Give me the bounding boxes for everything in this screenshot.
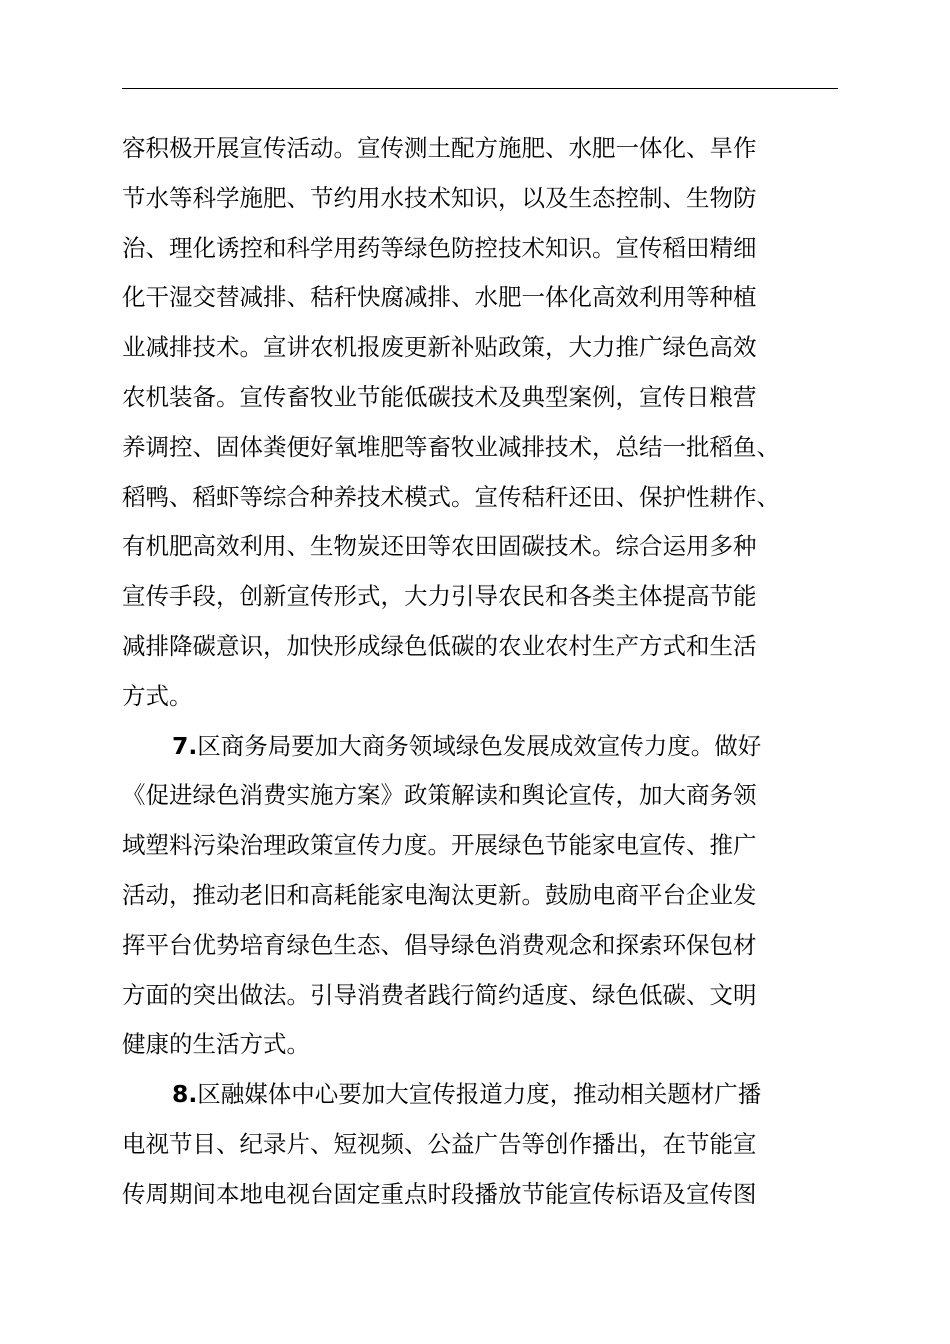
text-line: 治、理化诱控和科学用药等绿色防控技术知识。宣传稻田精细 xyxy=(122,233,757,262)
text-line: 电视节目、纪录片、短视频、公益广告等创作播出，在节能宣 xyxy=(122,1129,757,1158)
item-7-first-text: 区商务局要加大商务领域绿色发展成效宣传力度。做好 xyxy=(197,731,762,760)
header-rule xyxy=(122,88,838,89)
item-7-number: 7. xyxy=(172,731,198,760)
text-line: 挥平台优势培育绿色生态、倡导绿色消费观念和探索环保包材 xyxy=(122,930,757,959)
text-line: 活动，推动老旧和高耗能家电淘汰更新。鼓励电商平台企业发 xyxy=(122,880,757,909)
text-line: 容积极开展宣传活动。宣传测土配方施肥、水肥一体化、旱作 xyxy=(122,134,757,162)
text-line: 方面的突出做法。引导消费者践行简约适度、绿色低碳、文明 xyxy=(122,980,757,1009)
text-line: 传周期间本地电视台固定重点时段播放节能宣传标语及宣传图 xyxy=(122,1179,757,1208)
text-line: 健康的生活方式。 xyxy=(122,1030,310,1059)
paragraph-item-8 xyxy=(122,1070,838,1219)
text-line: 域塑料污染治理政策宣传力度。开展绿色节能家电宣传、推广 xyxy=(122,831,757,860)
item-8-number: 8. xyxy=(172,1080,198,1109)
text-line: 宣传手段，创新宣传形式，大力引导农民和各类主体提高节能 xyxy=(122,582,757,611)
paragraph-item-7 xyxy=(122,722,838,1071)
item-8-first-text: 区融媒体中心要加大宣传报道力度，推动相关题材广播 xyxy=(197,1080,762,1109)
text-line: 节水等科学施肥、节约用水技术知识，以及生态控制、生物防 xyxy=(122,183,757,212)
text-line: 化干湿交替减排、秸秆快腐减排、水肥一体化高效利用等种植 xyxy=(122,283,757,312)
text-line: 减排降碳意识，加快形成绿色低碳的农业农村生产方式和生活 xyxy=(122,631,757,660)
text-line: 有机肥高效利用、生物炭还田等农田固碳技术。综合运用多种 xyxy=(122,532,757,561)
text-line: 方式。 xyxy=(122,681,193,710)
paragraph-continued xyxy=(122,124,838,722)
text-line: 养调控、固体粪便好氧堆肥等畜牧业减排技术，总结一批稻鱼、 xyxy=(122,432,780,461)
body-text xyxy=(122,124,838,1220)
item-7-first-line xyxy=(122,722,838,772)
text-line: 稻鸭、稻虾等综合种养技术模式。宣传秸秆还田、保护性耕作、 xyxy=(122,482,780,511)
text-line: 业减排技术。宣讲农机报废更新补贴政策，大力推广绿色高效 xyxy=(122,333,757,362)
item-8-first-line xyxy=(122,1070,838,1120)
text-line: 农机装备。宣传畜牧业节能低碳技术及典型案例，宣传日粮营 xyxy=(122,382,757,411)
text-line: 《促进绿色消费实施方案》政策解读和舆论宣传，加大商务领 xyxy=(122,781,757,810)
